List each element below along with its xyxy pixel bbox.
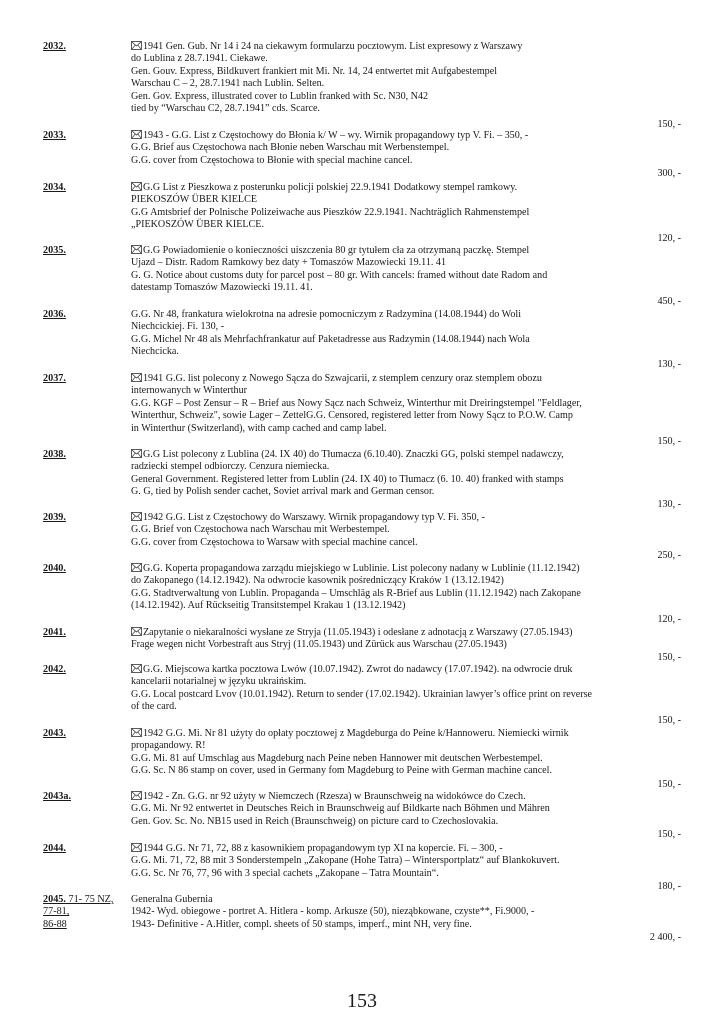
description-line bbox=[131, 321, 601, 333]
description-text: Niechcicka. bbox=[131, 346, 179, 358]
description-line bbox=[131, 91, 601, 103]
envelope-icon bbox=[131, 843, 142, 852]
description-line bbox=[131, 588, 601, 600]
description-line bbox=[131, 664, 601, 676]
lot-number-text: 2036. bbox=[43, 309, 66, 320]
lot-description bbox=[131, 627, 601, 652]
lot-number-text: 2040. bbox=[43, 563, 66, 574]
lot-description bbox=[131, 373, 601, 435]
lot-number bbox=[43, 843, 127, 855]
description-line bbox=[131, 41, 601, 53]
description-text: radziecki stempel odbiorczy. Cenzura niemiecka. bbox=[131, 461, 330, 473]
lot-price: 250, - bbox=[657, 550, 681, 561]
description-text: G.G. Brief von Częstochowa nach Warschau mit Werbestempel. bbox=[131, 524, 390, 536]
envelope-icon bbox=[131, 449, 142, 458]
lot-number bbox=[43, 728, 127, 740]
description-text: G.G List polecony z Lublina (24. IX 40) do Tłumacza (6.10.40). Znaczki GG, polski stempel nadawczy, bbox=[143, 449, 564, 460]
lot-number bbox=[43, 245, 127, 257]
description-line bbox=[131, 385, 601, 397]
description-line bbox=[131, 575, 601, 587]
description-text: 1942 G.G. Mi. Nr 81 użyty do opłaty pocztowej z Magdeburga do Peine k/Hannoweru. Niemiecki wirnik bbox=[143, 728, 569, 739]
description-line bbox=[131, 816, 601, 828]
lot-description bbox=[131, 728, 601, 778]
lot-catalog-refs: 86-88 bbox=[43, 918, 67, 930]
lot-description bbox=[131, 664, 601, 714]
envelope-icon bbox=[131, 563, 142, 572]
lot-description bbox=[131, 245, 601, 295]
description-text: Winterthur, Schweiz", sowie Lager – ZettelG.G. Censored, registered letter from Nowy Sącz to P.O.W. Camp bbox=[131, 410, 573, 422]
description-text: G.G. Sc. Nr 76, 77, 96 with 3 special cachets „Zakopane – Tatra Mountain“. bbox=[131, 867, 439, 879]
description-text: G.G. Mi. Nr 92 entwertet in Deutsches Reich in Braunschweig auf Bildkarte nach Böhmen und Mähren bbox=[131, 803, 550, 815]
page-number: 153 bbox=[347, 990, 377, 1012]
description-line bbox=[131, 207, 601, 219]
description-line bbox=[131, 282, 601, 294]
description-line bbox=[131, 600, 601, 612]
description-line bbox=[131, 676, 601, 688]
description-line bbox=[131, 843, 601, 855]
lot-number-text: 2043. bbox=[43, 728, 66, 739]
lot-number-text: 2042. bbox=[43, 664, 66, 675]
description-text: Gen. Gov. Sc. No. NB15 used in Reich (Braunschweig) on picture card to Czechoslovakia. bbox=[131, 815, 499, 827]
description-text: G.G. Nr 48, frankatura wielokrotna na adresie pomocniczym z Radzymina (14.08.1944) do Woli bbox=[131, 309, 522, 320]
description-line bbox=[131, 524, 601, 536]
description-line bbox=[131, 868, 601, 880]
envelope-icon bbox=[131, 373, 142, 382]
lot-description bbox=[131, 843, 601, 880]
description-text: do Lublina z 28.7.1941. Ciekawe. bbox=[131, 53, 268, 65]
lot-catalog-refs: 77-81, bbox=[43, 906, 70, 918]
description-text: 1941 G.G. list polecony z Nowego Sącza do Szwajcarii, z stemplem cenzury oraz stemplem obozu bbox=[143, 373, 542, 384]
description-text: G.G. KGF – Post Zensur – R – Brief aus Nowy Sącz nach Schweiz, Winterthur mit Dreiringstempel "Feldlager, bbox=[131, 397, 582, 409]
lot-number bbox=[43, 563, 127, 575]
lot-price: 120, - bbox=[657, 614, 681, 625]
description-text: 1943 - G.G. List z Częstochowy do Błonia k/ W – wy. Wirnik propagandowy typ V. Fi. – 350, - bbox=[143, 130, 529, 141]
description-line bbox=[131, 474, 601, 486]
lot-number-text: 2037. bbox=[43, 373, 66, 384]
lot-number bbox=[43, 373, 127, 385]
description-line bbox=[131, 103, 601, 115]
description-text: datestamp Tomaszów Mazowiecki 19.11. 41. bbox=[131, 282, 313, 294]
description-text: G.G List z Pieszkowa z posterunku policji polskiej 22.9.1941 Dodatkowy stempel ramkowy. bbox=[143, 182, 518, 193]
description-line bbox=[131, 155, 601, 167]
description-line bbox=[131, 728, 601, 740]
description-text: propagandowy. R! bbox=[131, 740, 206, 752]
description-text: do Zakopanego (14.12.1942). Na odwrocie kasownik pośredniczący Kraków 1 (13.12.1942) bbox=[131, 575, 504, 587]
lot-number-text: 2039. bbox=[43, 512, 66, 523]
description-line bbox=[131, 245, 601, 257]
lot-catalog-refs: 71- 75 NZ, bbox=[65, 894, 114, 905]
description-text: Gen. Gouv. Express, Bildkuvert frankiert mit Mi. Nr. 14, 24 entwertet mit Aufgabestempel bbox=[131, 65, 498, 77]
description-line bbox=[131, 537, 601, 549]
description-text: General Government. Registered letter from Lublin (24. IX 40) to Tłumacz (6. 10. 40) franked with stamps bbox=[131, 473, 564, 485]
description-text: G.G. Mi. 71, 72, 88 mit 3 Sonderstempeln „Zakopane (Hohe Tatra) – Wintersportplatz“ auf Blankokuvert. bbox=[131, 855, 560, 867]
description-text: 1941 Gen. Gub. Nr 14 i 24 na ciekawym formularzu pocztowym. List expresowy z Warszawy bbox=[143, 41, 523, 52]
description-line bbox=[131, 689, 601, 701]
description-text: 1942 - Zn. G.G. nr 92 użyty w Niemczech (Rzesza) w Braunschweig na widokówce do Czech. bbox=[143, 791, 526, 802]
description-text: G.G. Stadtverwaltung von Lublin. Propaganda – Umschläg als R-Brief aus Lublin (11.12.1942) nach Zakopane bbox=[131, 587, 581, 599]
lot-number bbox=[43, 664, 127, 676]
description-text: G.G. Miejscowa kartka pocztowa Lwów (10.07.1942). Zwrot do nadawcy (17.07.1942). na odwrocie druk bbox=[143, 664, 573, 675]
description-text: G.G Amtsbrief der Polnische Polizeiwache aus Pieszków 22.9.1941. Nachträglich Rahmenstempel bbox=[131, 206, 530, 218]
lot-number-text: 2045. bbox=[43, 894, 66, 905]
lot-description bbox=[131, 512, 601, 549]
description-line bbox=[131, 753, 601, 765]
description-text: G.G Powiadomienie o konieczności uiszczenia 80 gr tytułem cła za otrzymaną paczkę. Stempel bbox=[143, 245, 530, 256]
description-text: G.G. cover from Częstochowa to Błonie with special machine cancel. bbox=[131, 154, 413, 166]
description-text: Gen. Gov. Express, illustrated cover to Lublin franked with Sc. N30, N42 bbox=[131, 90, 429, 102]
description-line bbox=[131, 194, 601, 206]
description-line bbox=[131, 182, 601, 194]
description-line bbox=[131, 219, 601, 231]
description-line bbox=[131, 701, 601, 713]
lot-price: 2 400, - bbox=[649, 932, 681, 943]
lot-number bbox=[43, 894, 127, 931]
description-text: G.G. Local postcard Lvov (10.01.1942). Return to sender (17.02.1942). Ukrainian lawyer’s office print on reverse bbox=[131, 688, 593, 700]
envelope-icon bbox=[131, 512, 142, 521]
description-line bbox=[131, 627, 601, 639]
lot-price: 300, - bbox=[657, 168, 681, 179]
envelope-icon bbox=[131, 664, 142, 673]
lot-number-text: 2034. bbox=[43, 182, 66, 193]
lot-description bbox=[131, 41, 601, 115]
description-text: Ujazd – Distr. Radom Ramkowy bez daty + Tomaszów Mazowiecki 19.11. 41 bbox=[131, 257, 447, 269]
envelope-icon bbox=[131, 245, 142, 254]
lot-number bbox=[43, 627, 127, 639]
description-text: Generalna Gubernia bbox=[131, 894, 213, 905]
description-text: Frage wegen nicht Vorbestraft aus Stryj (11.05.1943) und Zürück aus Warschau (27.05.1943) bbox=[131, 639, 507, 651]
lot-number bbox=[43, 182, 127, 194]
lot-number-text: 2044. bbox=[43, 843, 66, 854]
description-line bbox=[131, 270, 601, 282]
description-line bbox=[131, 855, 601, 867]
description-line bbox=[131, 906, 601, 918]
description-text: internowanych w Winterthur bbox=[131, 385, 248, 397]
description-text: Niechcickiej. Fi. 130, - bbox=[131, 321, 225, 333]
description-text: Warschau C – 2, 28.7.1941 nach Lublin. Selten. bbox=[131, 78, 325, 90]
description-text: of the card. bbox=[131, 701, 177, 713]
description-text: kancelarii notarialnej w języku ukraińskim. bbox=[131, 676, 307, 688]
description-text: G.G. Koperta propagandowa zarządu miejskiego w Lublinie. List polecony nadany w Lublinie (11.12.1942) bbox=[143, 563, 580, 574]
lot-price: 120, - bbox=[657, 233, 681, 244]
lot-price: 150, - bbox=[657, 829, 681, 840]
lot-number-text: 2032. bbox=[43, 41, 66, 52]
lot-number bbox=[43, 41, 127, 53]
lot-description bbox=[131, 894, 601, 931]
description-text: 1944 G.G. Nr 71, 72, 88 z kasownikiem propagandowym typ XI na kopercie. Fi. – 300, - bbox=[143, 843, 503, 854]
description-line bbox=[131, 512, 601, 524]
lot-price: 450, - bbox=[657, 296, 681, 307]
lot-description bbox=[131, 182, 601, 232]
lot-number-text: 2033. bbox=[43, 130, 66, 141]
lot-number bbox=[43, 791, 127, 803]
description-line bbox=[131, 449, 601, 461]
description-line bbox=[131, 740, 601, 752]
envelope-icon bbox=[131, 41, 142, 50]
description-line bbox=[131, 53, 601, 65]
lot-price: 150, - bbox=[657, 436, 681, 447]
description-text: Zapytanie o niekaralności wysłane ze Stryja (11.05.1943) i odesłane z adnotacją z Warszawy (27.05.1943) bbox=[143, 627, 573, 638]
lot-price: 130, - bbox=[657, 359, 681, 370]
description-text: 1942- Wyd. obiegowe - portret A. Hitlera - komp. Arkusze (50), nieząbkowane, czyste**, Fi.9000, - bbox=[131, 906, 535, 918]
description-line bbox=[131, 334, 601, 346]
description-line bbox=[131, 373, 601, 385]
description-line bbox=[131, 142, 601, 154]
description-text: G.G. Brief aus Częstochowa nach Błonie neben Warschau mit Werbenstempel. bbox=[131, 142, 450, 154]
description-text: PIEKOSZÓW ÜBER KIELCE bbox=[131, 194, 257, 206]
lot-description bbox=[131, 130, 601, 167]
description-line bbox=[131, 765, 601, 777]
description-line bbox=[131, 461, 601, 473]
lot-description bbox=[131, 791, 601, 828]
lot-price: 150, - bbox=[657, 119, 681, 130]
description-text: G. G. Notice about customs duty for parcel post – 80 gr. With cancels: framed without date Radom and bbox=[131, 269, 548, 281]
lot-number bbox=[43, 512, 127, 524]
description-line bbox=[131, 257, 601, 269]
description-line bbox=[131, 791, 601, 803]
envelope-icon bbox=[131, 627, 142, 636]
description-line bbox=[131, 410, 601, 422]
lot-number-text: 2035. bbox=[43, 245, 66, 256]
description-line bbox=[131, 398, 601, 410]
lot-price: 150, - bbox=[657, 779, 681, 790]
description-text: tied by “Warschau C2, 28.7.1941” cds. Scarce. bbox=[131, 103, 320, 115]
description-text: 1943- Definitive - A.Hitler, compl. sheets of 50 stamps, imperf., mint NH, very fine. bbox=[131, 918, 472, 930]
lot-price: 150, - bbox=[657, 652, 681, 663]
description-text: in Winterthur (Switzerland), with camp cached and camp label. bbox=[131, 422, 387, 434]
lot-price: 180, - bbox=[657, 881, 681, 892]
lot-description bbox=[131, 309, 601, 359]
description-text: G.G. cover from Częstochowa to Warsaw with special machine cancel. bbox=[131, 536, 418, 548]
description-line bbox=[131, 803, 601, 815]
lot-number-text: 2041. bbox=[43, 627, 66, 638]
description-line bbox=[131, 639, 601, 651]
envelope-icon bbox=[131, 728, 142, 737]
lot-description bbox=[131, 449, 601, 499]
lot-number bbox=[43, 130, 127, 142]
lot-price: 130, - bbox=[657, 499, 681, 510]
description-line bbox=[131, 563, 601, 575]
lot-description bbox=[131, 563, 601, 613]
description-line bbox=[131, 346, 601, 358]
description-text: G.G. Sc. N 86 stamp on cover, used in Germany fom Magdeburg to Peine with German machine cancel. bbox=[131, 765, 552, 777]
envelope-icon bbox=[131, 130, 142, 139]
description-line bbox=[131, 78, 601, 90]
lot-number bbox=[43, 309, 127, 321]
description-line bbox=[131, 894, 601, 906]
description-line bbox=[131, 309, 601, 321]
description-text: G.G. Michel Nr 48 als Mehrfachfrankatur auf Paketadresse aus Radzymin (14.08.1944) nach Wola bbox=[131, 333, 530, 345]
description-text: 1942 G.G. List z Częstochowy do Warszawy. Wirnik propagandowy typ V. Fi. 350, - bbox=[143, 512, 485, 523]
description-line bbox=[131, 919, 601, 931]
description-text: G. G, tied by Polish sender cachet, Soviet arrival mark and German censor. bbox=[131, 486, 435, 498]
description-line bbox=[131, 423, 601, 435]
lot-price: 150, - bbox=[657, 715, 681, 726]
envelope-icon bbox=[131, 182, 142, 191]
envelope-icon bbox=[131, 791, 142, 800]
description-text: G.G. Mi. 81 auf Umschlag aus Magdeburg nach Peine neben Hannower mit deutschen Werbestempel. bbox=[131, 752, 543, 764]
description-text: (14.12.1942). Auf Rückseitig Transitstempel Krakau 1 (13.12.1942) bbox=[131, 600, 406, 612]
description-text: „PIEKOSZÓW ÜBER KIELCE. bbox=[131, 219, 264, 231]
lot-number-text: 2043a. bbox=[43, 791, 72, 802]
description-line bbox=[131, 66, 601, 78]
lot-number bbox=[43, 449, 127, 461]
lot-number-text: 2038. bbox=[43, 449, 66, 460]
description-line bbox=[131, 486, 601, 498]
description-line bbox=[131, 130, 601, 142]
